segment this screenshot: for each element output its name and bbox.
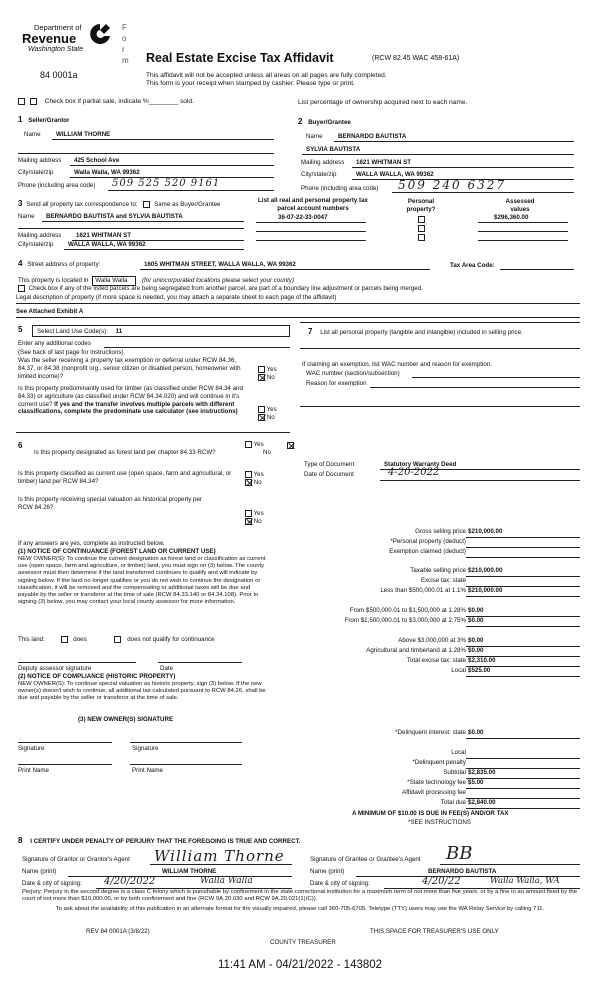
grantee-date[interactable]: 4/20/22	[422, 876, 461, 887]
sec5-q1: Was the seller receiving a property tax exemption or deferral under RCW 84.36, 84.37, or 84.38 (nonprofit org., senior citizen or disabled person, homeowner with limited income)?	[18, 357, 241, 380]
owner-sig1-label: Signature	[18, 745, 45, 752]
sec6-q1-options: Yes No	[245, 441, 271, 457]
sec3-name[interactable]: BERNARDO BAUTISTA and SYLVIA BAUTISTA	[46, 213, 183, 220]
agency-line1: Department of	[34, 23, 82, 32]
does-not-checkbox[interactable]	[114, 636, 121, 643]
calc-t3[interactable]: $0.00	[468, 617, 484, 624]
sec6-q3-options: Yes No	[245, 510, 264, 526]
seller-name-label: Name	[24, 131, 41, 138]
agency-line2: Revenue	[22, 31, 77, 46]
doc-type-label: Type of Document	[304, 461, 355, 468]
partial-sale-checkbox-2[interactable]	[30, 98, 37, 105]
sec5-q2: Is this property predominantly used for timber (as classified under RCW 84.34 and 84.33) or agriculture (as classified under RCW 84.34.020) and will continue in it's current use? If yes and the transfer involves multiple parcels with different classifications, complete the predominate use calculator (see instructions)	[18, 385, 243, 416]
calc-local[interactable]: $525.00	[468, 667, 491, 674]
additional-codes-label: Enter any additional codes	[18, 340, 91, 347]
located-select[interactable]: Walla Walla	[92, 276, 136, 286]
segregate-checkbox[interactable]	[18, 285, 25, 292]
grantee-name[interactable]: BERNARDO BAUTISTA	[428, 868, 497, 875]
buyer-name-label: Name	[306, 133, 323, 140]
sec6-q2: Is this property classified as current use (open space, farm and agricultural, or timber) land per RCW 84.34?	[18, 470, 232, 485]
personal-property-checkbox-3[interactable]	[418, 234, 425, 241]
form-number: 84 0001a	[40, 70, 78, 80]
sec3-name-label: Name	[18, 213, 35, 220]
assessed-value[interactable]: $296,360.00	[494, 214, 529, 221]
seller-mail-label: Mailing address	[18, 157, 62, 164]
seller-phone[interactable]: 509 525 520 9161	[112, 178, 221, 189]
sec3-city-label: City/state/zip	[18, 241, 54, 248]
grantor-sig-label: Signature of Grantor or Grantor's Agent	[22, 856, 130, 863]
calc-t4[interactable]: $0.00	[468, 637, 484, 644]
owner-print2-label: Print Name	[132, 767, 163, 774]
buyer-name1[interactable]: BERNARDO BAUTISTA	[338, 133, 407, 140]
same-as-buyer-checkbox[interactable]	[143, 201, 150, 208]
grantee-signature[interactable]: BB	[446, 843, 473, 864]
personal-property-checkbox-1[interactable]	[418, 216, 425, 223]
sec5-num: 5	[18, 325, 23, 334]
doc-type[interactable]: Statutory Warranty Deed	[384, 461, 457, 468]
seller-mail[interactable]: 425 School Ave	[74, 157, 120, 164]
sec6-q1: Is this property designated as forest land per chapter 84.33 RCW?	[34, 449, 216, 456]
calc-gross[interactable]: $210,000.00	[468, 528, 503, 535]
grantor-name[interactable]: WILLIAM THORNE	[162, 868, 217, 875]
sec5-q2-yes[interactable]	[258, 406, 265, 413]
calc-techfee[interactable]: $5.00	[468, 779, 484, 786]
buyer-phone-label: Phone (including area code)	[301, 185, 379, 192]
treasurer-space: THIS SPACE FOR TREASURER'S USE ONLY	[370, 928, 499, 935]
calc-taxable[interactable]: $210,000.00	[468, 567, 503, 574]
buyer-city[interactable]: WALLA WALLA, WA 99362	[356, 171, 434, 178]
calc-see-instr: *SEE INSTRUCTIONS	[408, 819, 471, 826]
seller-city-label: City/state/zip	[18, 169, 54, 176]
county-treasurer: COUNTY TREASURER	[270, 939, 336, 946]
calc-less500[interactable]: $210,000.00	[468, 587, 503, 594]
grantor-signature[interactable]: William Thorne	[154, 847, 285, 865]
rev-number: REV 84 0001A (3/8/22)	[86, 928, 150, 935]
calc-delinq-state[interactable]: $0.00	[468, 729, 484, 736]
sec6-q3-yes[interactable]	[245, 510, 252, 517]
sec6-q2-no[interactable]	[245, 479, 252, 486]
buyer-name2[interactable]: SYLVIA BAUTISTA	[306, 146, 361, 153]
sec3-heading: 3 Send all property tax correspondence to: Same as Buyer/Grantee	[18, 199, 221, 208]
seller-heading: 1 Seller/Grantor	[18, 115, 70, 124]
ownership-note: List percentage of ownership acquired next to each name.	[298, 99, 468, 106]
sec3-mail-label: Mailing address	[18, 232, 62, 239]
calc-t2[interactable]: $0.00	[468, 607, 484, 614]
sec6-q3: Is this property receiving special valuation as historical property per RCW 84.26?	[18, 496, 202, 511]
any-yes-note: If any answers are yes, complete as instructed below.	[18, 540, 165, 547]
buyer-heading: 2 Buyer/Grantee	[298, 117, 351, 126]
see-back-note: (See back of last page for instructions)	[18, 349, 124, 356]
grantee-name-label: Name (print)	[310, 868, 345, 875]
header-note2: This form is your receipt when stamped by cashier. Please type or print.	[146, 80, 355, 87]
doc-date[interactable]: 4-20-2022	[388, 467, 440, 478]
seller-city[interactable]: Walla Walla, WA 99362	[74, 169, 140, 176]
sec5-q2-no[interactable]	[258, 414, 265, 421]
notice2-title: (2) NOTICE OF COMPLIANCE (HISTORIC PROPERTY)	[18, 673, 176, 680]
grantor-date-label: Date & city of signing:	[22, 880, 82, 887]
grantee-sig-label: Signature of Grantee or Grantee's Agent	[310, 856, 421, 863]
deputy-label: Deputy assessor signature	[18, 665, 92, 672]
seller-name[interactable]: WILLIAM THORNE	[56, 131, 111, 138]
sec5-q1-no[interactable]	[258, 374, 265, 381]
legal-description-label: Legal description of property (if more space is needed, you may attach a separate sheet to each page of the affidavit)	[16, 294, 337, 301]
doc-date-label: Date of Document	[304, 471, 354, 478]
personal-heading: Personal property?	[406, 198, 436, 213]
parcel-heading: List all real and personal property tax parcel account numbers	[257, 197, 369, 212]
partial-sale-label: Check box if partial sale, indicate %________ sold.	[44, 98, 194, 106]
sec6-q2-yes[interactable]	[245, 471, 252, 478]
wac-label: WAC number (section/subsection)	[306, 370, 400, 377]
header-note1: This affidavit will not be accepted unless all areas on all pages are fully completed.	[146, 72, 387, 79]
sec6-q3-no[interactable]	[245, 518, 252, 525]
agency-line3: Washington State	[28, 46, 84, 53]
notice1-body: NEW OWNER(S): To continue the current designation as forest land or classification as current use (open space, farm and agriculture, or timber) land, you must sign on (3) below. The county assessor must then determine if the land transferred continues to qualify and will indicate by signing below. If the land no longer qualifies or you do not wish to continue the designation or classification, it will be removed and the compensating or additional taxes will be due and payable by the seller or transferor at the time of sale (RCW 84.33.140 or 84.34.108). Prior to signing (3) below, you may contact your local county assessor for more information.	[18, 556, 266, 606]
sec3-city[interactable]: WALLA WALLA, WA 99362	[68, 241, 146, 248]
grantee-city[interactable]: Walla Walla, WA	[490, 876, 560, 886]
sec4-street-row: 4 Street address of property:	[18, 259, 101, 268]
sec7-heading: 7 List all personal property (tangible and intangible) included in selling price.	[308, 327, 523, 336]
perjury-note: Perjury: Perjury in the second degree is a class C felony which is punishable by confinement in the state correctional institution for a maximum term of not more than five years, or by a fine in an amount fixed by the court of not more than $10,000.00, or by both confinement and fine (RCW 9A.20.030 and RCW 9A.20.021(1)(C)).	[22, 889, 577, 903]
grantor-name-label: Name (print)	[22, 868, 57, 875]
sec8-heading: 8 I CERTIFY UNDER PENALTY OF PERJURY THAT THE FOREGOING IS TRUE AND CORRECT.	[18, 836, 301, 845]
partial-sale-checkbox[interactable]	[18, 98, 25, 105]
owner-sig2-label: Signature	[132, 745, 159, 752]
land-use-box[interactable]: Select Land Use Code(s): 11	[32, 325, 290, 337]
sec3-mail[interactable]: 1621 WHITMAN ST	[76, 232, 132, 239]
form-rcw: (RCW 82.45 WAC 458-61A)	[372, 55, 460, 62]
notice2-body: NEW OWNER(S): To continue special valuation as historic property, sign (3) below. If the new owner(s) doesn't wish to continue, all additional tax calculated pursuant to RCW 84.26, shall be due and payable by the seller or transferor at the time of sale.	[18, 681, 266, 702]
new-owner-sig-heading: (3) NEW OWNER(S) SIGNATURE	[78, 716, 174, 723]
grantor-date[interactable]: 4/20/2022	[104, 876, 156, 887]
grantor-city[interactable]: Walla Walla	[200, 876, 253, 886]
partial-sale-row	[18, 98, 194, 106]
exemption-note: If claiming an exemption, list WAC number and reason for exemption.	[302, 361, 492, 368]
segregate-row: Check box if any of the listed parcels are being segregated from another parcel, are part of a boundary line adjustment or parcels being merged.	[18, 285, 423, 293]
availability-note: To ask about the availability of this publication in an alternate format for the visually impaired, please call 360-705-6705. Teletype (TTY) users may use the WA Relay Service by calling 711.	[55, 906, 545, 912]
agency-logo	[20, 22, 120, 62]
sec5-q1-yes[interactable]	[258, 366, 265, 373]
calc-total-due[interactable]: $2,840.00	[468, 799, 496, 806]
form-title: Real Estate Excise Tax Affidavit	[146, 51, 334, 65]
parcel-number[interactable]: 36-07-22-33-0047	[278, 214, 328, 221]
sec6-num: 6	[18, 441, 23, 450]
deputy-date-label: Date	[160, 665, 174, 672]
recording-stamp: 11:41 AM - 04/21/2022 - 143802	[217, 959, 383, 971]
buyer-mail-label: Mailing address	[301, 159, 345, 166]
property-street[interactable]: 1605 WHITMAN STREET, WALLA WALLA, WA 99362	[144, 261, 296, 268]
notice1-title: (1) NOTICE OF CONTINUANCE (FOREST LAND OR CURRENT USE)	[18, 548, 216, 555]
seller-phone-label: Phone (including area code)	[18, 182, 96, 189]
sec5-q2-options: Yes No	[258, 406, 277, 422]
buyer-mail[interactable]: 1621 WHITMAN ST	[356, 159, 412, 166]
sec6-q2-options: Yes No	[245, 471, 264, 487]
dor-logo-icon	[88, 22, 112, 48]
calc-minimum: A MINIMUM OF $10.00 IS DUE IN FEE(S) AND/OR TAX	[352, 810, 509, 817]
calc-ag[interactable]: $0.00	[468, 647, 484, 654]
calc-total-state[interactable]: $2,310.00	[468, 657, 496, 664]
located-row: This property is located in Walla Walla (for unincorporated locations please select your county)	[18, 277, 295, 284]
this-land-row: This land: does does not qualify for continuance	[18, 636, 215, 644]
legal-description[interactable]: See Attached Exhibit A	[16, 308, 84, 315]
tax-area-label: Tax Area Code:	[450, 262, 495, 269]
grantee-date-label: Date & city of signing:	[310, 880, 370, 887]
owner-print1-label: Print Name	[18, 767, 49, 774]
assessed-heading: Assessed values	[505, 198, 535, 213]
sec6-q1-yes[interactable]	[245, 441, 252, 448]
buyer-phone[interactable]: 509 240 6327	[398, 178, 506, 192]
sec5-q1-options: Yes No	[258, 366, 277, 382]
buyer-city-label: City/state/zip	[301, 171, 337, 178]
calc-subtotal[interactable]: $2,835.00	[468, 769, 496, 776]
form-word: F o r m	[122, 23, 129, 65]
reason-label: Reason for exemption	[306, 380, 367, 387]
does-checkbox[interactable]	[61, 636, 68, 643]
personal-property-checkbox-2[interactable]	[418, 225, 425, 232]
sec6-q1-no[interactable]	[287, 442, 294, 449]
